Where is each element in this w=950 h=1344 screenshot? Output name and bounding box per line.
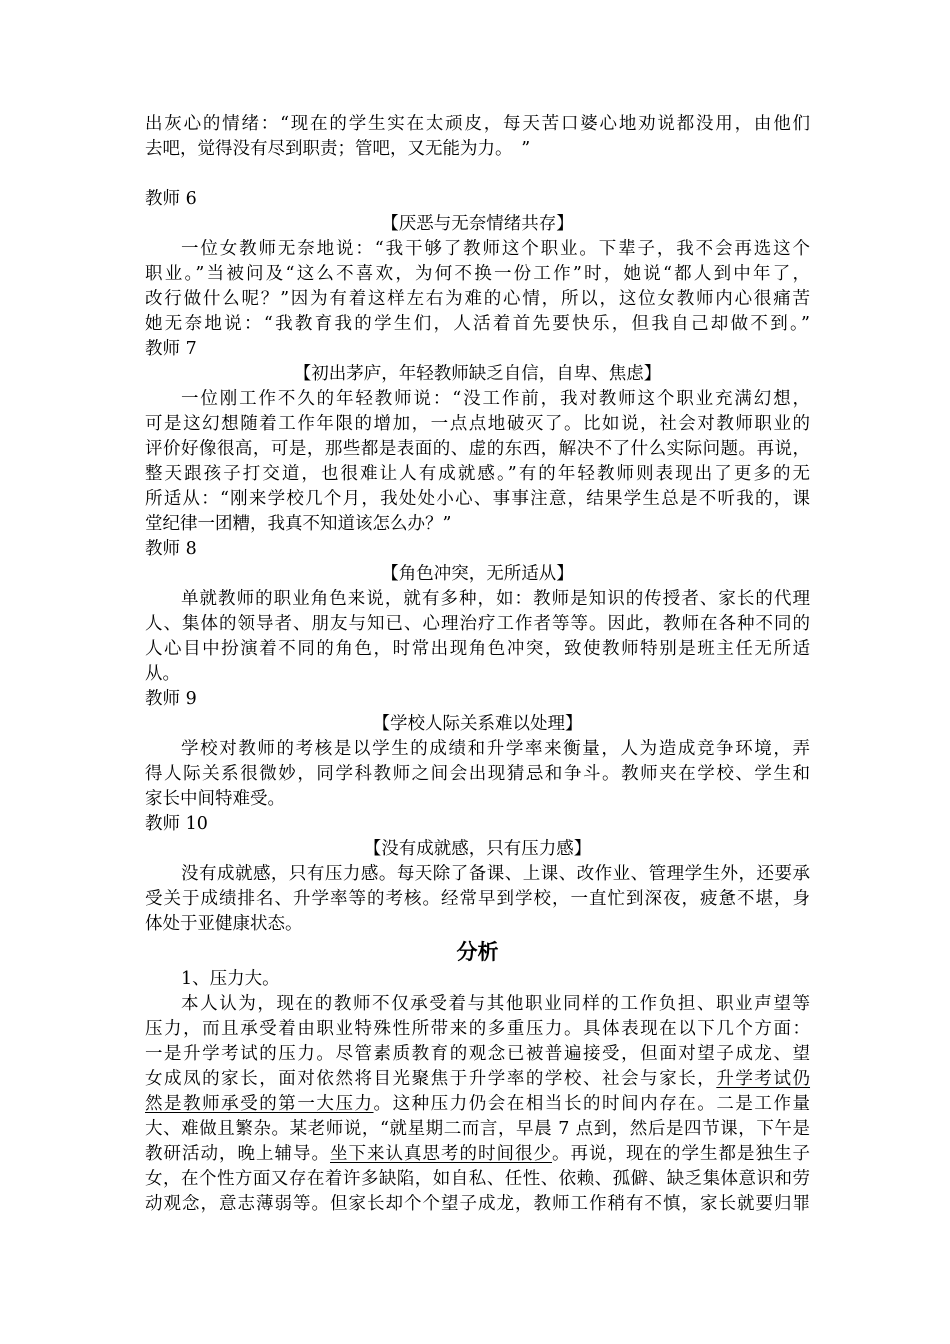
paragraph-line: 所适从：“刚来学校几个月，我处处小心、事事注意，结果学生总是不听我的，课 [145, 489, 810, 509]
teacher-8-label: 教师 8 [145, 539, 197, 559]
paragraph-line: 职业。”当被问及“这么不喜欢，为何不换一份工作”时，她说“都人到中年了， [145, 264, 810, 284]
paragraph-line: 一位女教师无奈地说：“我干够了教师这个职业。下辈子，我不会再选这个 [181, 239, 810, 259]
analysis-item-1: 1、压力大。 [181, 969, 280, 989]
paragraph-line: 动观念，意志薄弱等。但家长却个个望子成龙，教师工作稍有不慎，家长就要归罪 [145, 1194, 810, 1214]
paragraph-line [145, 1142, 810, 1167]
underlined-text: 然是教师承受的第一大压力 [145, 1094, 374, 1114]
paragraph-line: 人心目中扮演着不同的角色，时常出现角色冲突，致使教师特别是班主任无所适 [145, 639, 810, 659]
paragraph-line: 受关于成绩排名、升学率等的考核。经常早到学校，一直忙到深夜，疲惫不堪，身 [145, 889, 810, 909]
teacher-6-title: 【厌恶与无奈情绪共存】 [381, 214, 574, 234]
paragraph-line: 一是升学考试的压力。尽管素质教育的观念已被普遍接受，但面对望子成龙、望 [145, 1044, 810, 1064]
analysis-heading: 分析 [456, 939, 499, 964]
teacher-10-label: 教师 10 [145, 814, 208, 834]
paragraph-line: 人、集体的领导者、朋友与知已、心理治疗工作者等等。因此，教师在各种不同的 [145, 614, 810, 634]
paragraph-line: 家长中间特难受。 [145, 789, 285, 809]
paragraph-line: 去吧，觉得没有尽到职责；管吧，又无能为力。 ” [145, 139, 531, 159]
teacher-8-title: 【角色冲突，无所适从】 [381, 564, 574, 584]
paragraph-line [145, 1067, 810, 1092]
paragraph-line: 单就教师的职业角色来说，就有多种，如：教师是知识的传授者、家长的代理 [181, 589, 810, 609]
paragraph-line: 学校对教师的考核是以学生的成绩和升学率来衡量，人为造成竞争环境，弄 [181, 739, 810, 759]
teacher-10-title: 【没有成就感，只有压力感】 [363, 839, 592, 859]
paragraph-line: 女，在个性方面又存在着许多缺陷，如自私、任性、依赖、孤僻、缺乏集体意识和劳 [145, 1169, 810, 1189]
underlined-text: 升学考试仍 [716, 1069, 811, 1089]
document-page [145, 112, 810, 1217]
paragraph-line: 体处于亚健康状态。 [145, 914, 303, 934]
paragraph-line: 她无奈地说：“我教育我的学生们，人活着首先要快乐，但我自己却做不到。” [145, 314, 810, 334]
paragraph-line: 没有成就感，只有压力感。每天除了备课、上课、改作业、管理学生外，还要承 [181, 864, 810, 884]
paragraph-line [145, 1092, 810, 1117]
paragraph-line: 得人际关系很微妙，同学科教师之间会出现猜忌和争斗。教师夹在学校、学生和 [145, 764, 810, 784]
paragraph-line: 评价好像很高，可是，那些都是表面的、虚的东西，解决不了什么实际问题。再说， [145, 439, 810, 459]
paragraph-line: 一位刚工作不久的年轻教师说：“没工作前，我对教师这个职业充满幻想， [181, 389, 810, 409]
paragraph-line: 出灰心的情绪：“现在的学生实在太顽皮，每天苦口婆心地劝说都没用，由他们 [145, 114, 810, 134]
text-span: 。这种压力仍会在相当长的时间内存在。二是工作量 [373, 1094, 811, 1114]
teacher-7-title: 【初出茅庐，年轻教师缺乏自信，自卑、焦虑】 [293, 364, 662, 384]
paragraph-line: 本人认为，现在的教师不仅承受着与其他职业同样的工作负担、职业声望等 [181, 994, 810, 1014]
teacher-9-label: 教师 9 [145, 689, 197, 709]
paragraph-line: 堂纪律一团糟，我真不知道该怎么办？” [145, 514, 452, 534]
text-span: 女成凤的家长，面对依然将目光聚焦于升学率的学校、社会与家长， [145, 1069, 717, 1089]
paragraph-line: 从。 [145, 664, 180, 684]
teacher-6-label: 教师 6 [145, 189, 197, 209]
paragraph-line: 大、难做且繁杂。某老师说，“就星期二而言，早晨 7 点到，然后是四节课，下午是 [145, 1119, 810, 1139]
underlined-text: 坐下来认真思考的时间很少 [330, 1144, 552, 1164]
text-span: 。再说，现在的学生都是独生子 [552, 1144, 810, 1164]
teacher-7-label: 教师 7 [145, 339, 197, 359]
paragraph-line: 整天跟孩子打交道，也很难让人有成就感。”有的年轻教师则表现出了更多的无 [145, 464, 810, 484]
text-span: 教研活动，晚上辅导。 [145, 1144, 330, 1164]
paragraph-line: 压力，而且承受着由职业特殊性所带来的多重压力。具体表现在以下几个方面： [145, 1019, 810, 1039]
paragraph-line: 可是这幻想随着工作年限的增加，一点点地破灭了。比如说，社会对教师职业的 [145, 414, 810, 434]
teacher-9-title: 【学校人际关系难以处理】 [372, 714, 583, 734]
paragraph-line: 改行做什么呢？”因为有着这样左右为难的心情，所以，这位女教师内心很痛苦 [145, 289, 810, 309]
